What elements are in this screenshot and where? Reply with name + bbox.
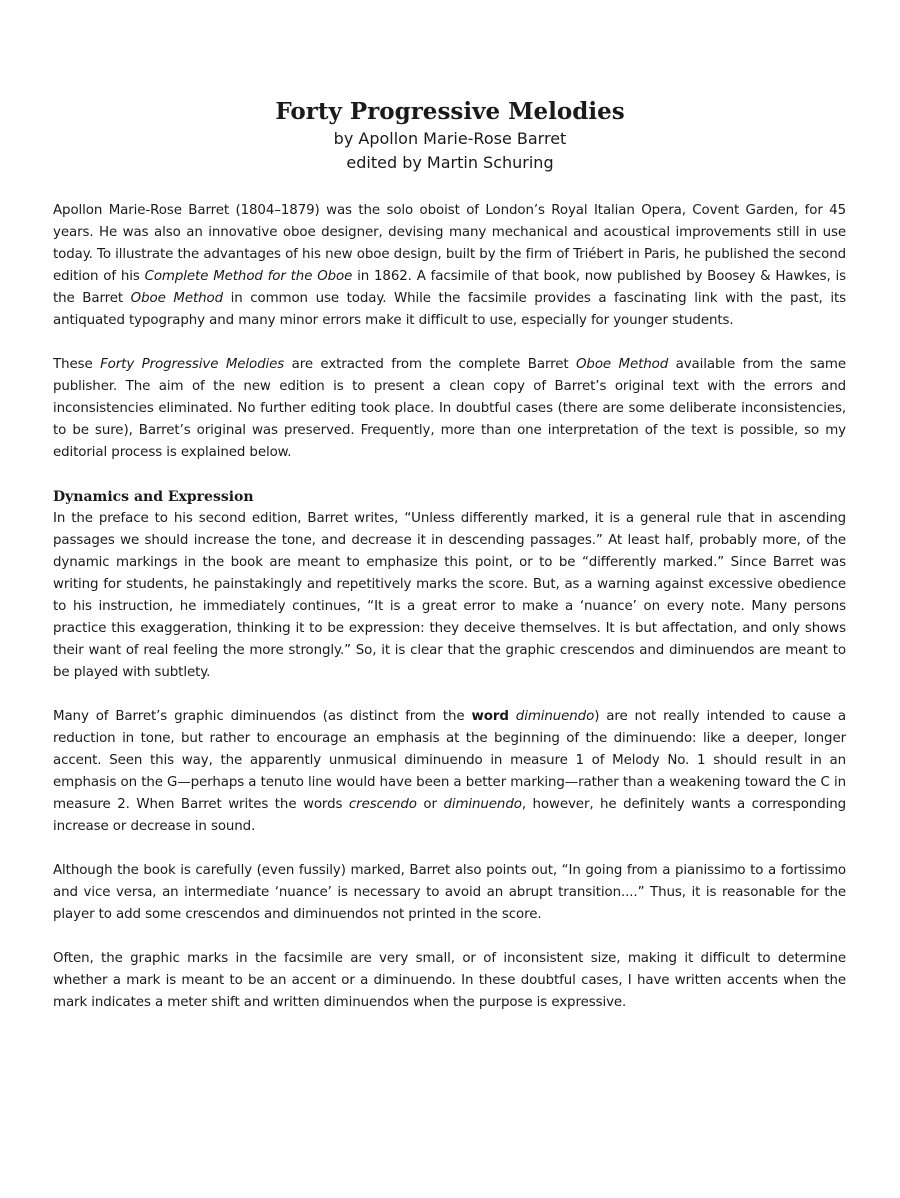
text-run: in common use today. While the facsimile provides a fascinating link with the past, its antiquated typography and many minor errors make it difficult to use, especially for younger students. <box>53 291 846 328</box>
document-body <box>53 200 846 1014</box>
marks-paragraph: Often, the graphic marks in the facsimile are very small, or of inconsistent size, making it difficult to determine whether a mark is meant to be an accent or a diminuendo. In these doubtful cases, I have written accents when the mark indicates a meter shift and written diminuendos when the purpose is expressive. <box>53 951 846 1010</box>
text-run: , however, he definitely wants a corresponding increase or decrease in sound. <box>53 797 847 834</box>
text-run: in 1862. A facsimile of that book, now published by Boosey & Hawkes, is the Barret <box>53 269 846 306</box>
italic-run: crescendo <box>348 797 417 812</box>
intro-paragraph <box>53 200 846 332</box>
transition-paragraph: Although the book is carefully (even fussily) marked, Barret also points out, “In going from a pianissimo to a fortissimo and vice versa, an intermediate ‘nuance’ is necessary to avoid an abrupt transition....” Thus, it is reasonable for the player to add some crescendos and diminuendos not printed in the score. <box>53 863 846 922</box>
editor-byline: edited by Martin Schuring <box>346 153 554 172</box>
edition-paragraph <box>53 354 846 464</box>
text-run: are extracted from the complete Barret <box>284 357 576 372</box>
italic-run: diminuendo <box>515 709 595 724</box>
bold-run: word <box>471 709 509 724</box>
italic-run: Forty Progressive Melodies <box>100 357 285 372</box>
diminuendo-paragraph <box>53 706 846 838</box>
author-byline: by Apollon Marie-Rose Barret <box>333 129 567 148</box>
italic-run: Oboe Method <box>130 291 223 306</box>
text-run: These <box>53 357 101 372</box>
italic-run: Complete Method for the Oboe <box>144 269 353 284</box>
title-block <box>0 97 900 175</box>
text-run: Apollon Marie-Rose Barret (1804–1879) was the solo oboist of London’s Royal Italian Opera, Covent Garden, for 45 years. He was also an innovative oboe designer, devising many mechanical and acoustical improvements still in use today. To illustrate the advantages of his new oboe design, built by the firm of Triébert in Paris, he published the second edition of his <box>53 203 846 284</box>
italic-run: Oboe Method <box>575 357 669 372</box>
text-run: or <box>416 797 444 812</box>
preface-paragraph: In the preface to his second edition, Barret writes, “Unless differently marked, it is a general rule that in ascending passages we should increase the tone, and decrease it in descending passages.” At least half, probably more, of the dynamic markings in the book are meant to emphasize this point, or to be “differently marked.” Since Barret was writing for students, he painstakingly and repetitively marks the score. But, as a warning against excessive obedience to his instruction, he immediately continues, “It is a great error to make a ‘nuance’ on every note. Many persons practice this exaggeration, thinking it to be expression: they deceive themselves. It is but affectation, and only shows their want of real feeling the more strongly.” So, it is clear that the graphic crescendos and diminuendos are meant to be played with subtlety. <box>53 511 846 680</box>
italic-run: diminuendo <box>443 797 522 812</box>
page-title: Forty Progressive Melodies <box>275 98 625 125</box>
text-run: ) are not really intended to cause a reduction in tone, but rather to encourage an emphasis at the beginning of the diminuendo: like a deeper, longer accent. Seen this way, the apparently unmusical diminuendo in measure 1 of Melody No. 1 should result in an emphasis on the G—perhaps a tenuto line would have been a better marking—rather than a weakening toward the C in measure 2. When Barret writes the words <box>53 709 846 812</box>
text-run <box>509 709 516 724</box>
text-run: Many of Barret’s graphic diminuendos (as distinct from the <box>53 709 472 724</box>
text-run: available from the same publisher. The aim of the new edition is to present a clean copy of Barret’s original text with the errors and inconsistencies eliminated. No further editing took place. In doubtful cases (there are some deliberate inconsistencies, to be sure), Barret’s original was preserved. Frequently, more than one interpretation of the text is possible, so my editorial process is explained below. <box>53 357 846 460</box>
section-heading: Dynamics and Expression <box>53 489 254 505</box>
